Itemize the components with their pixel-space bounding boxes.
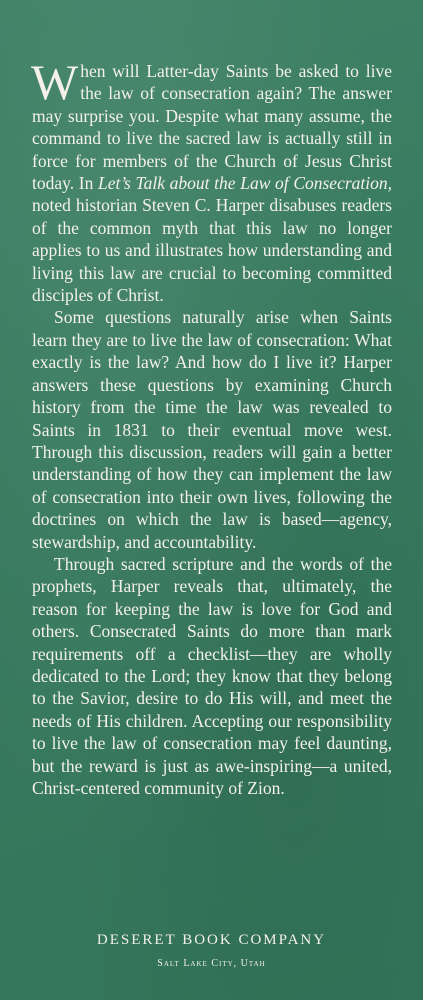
paragraph-1 [31,54,393,306]
paragraph-2: Some questions naturally arise when Saints learn they are to live the law of consecration: What exactly is the law? And how do I live it? Harper answers these questions by examining Church history from the time the law was revealed to Saints in 1831 to their eventual move west. Through this discussion, readers will gain a better understanding of how they can implement the law of consecration into their own lives, following the doctrines on which the law is based—agency, stewardship, and accountability. [32,307,392,552]
book-title-italic: Let’s Talk about the Law of Consecration, [98,173,393,194]
publisher-name: DESERET BOOK COMPANY [96,932,327,948]
paragraph-3: Through sacred scripture and the words of the prophets, Harper reveals that, ultimately, the reason for keeping the law is love for God and others. Consecrated Saints do more than mark requirements off a checklist—they are wholly dedicated to the Lord; they know that they belong to the Savior, desire to do His will, and meet the needs of His children. Accepting our responsibility to live the law of consecration may feel daunting, but the reward is just as awe-inspiring—a united, Christ-centered community of Zion. [32,553,392,798]
paragraph-1-text-a: hen will Latter-day Saints be asked to live the law of consecration again? The answer may surprise you. Despite what many assume, the command to live the sacred law is actually still in force for members of the Church of Jesus Christ today. In [32,61,392,194]
publisher-location: Salt Lake City, Utah [157,958,266,969]
paragraph-1-text-b: noted historian Steven C. Harper disabuses readers of the common myth that this law no longer applies to us and illustrates how understanding and living this law are crucial to becoming committed disciples of Christ. [32,195,392,306]
blurb-text [31,54,393,799]
drop-cap: W [31,54,79,110]
